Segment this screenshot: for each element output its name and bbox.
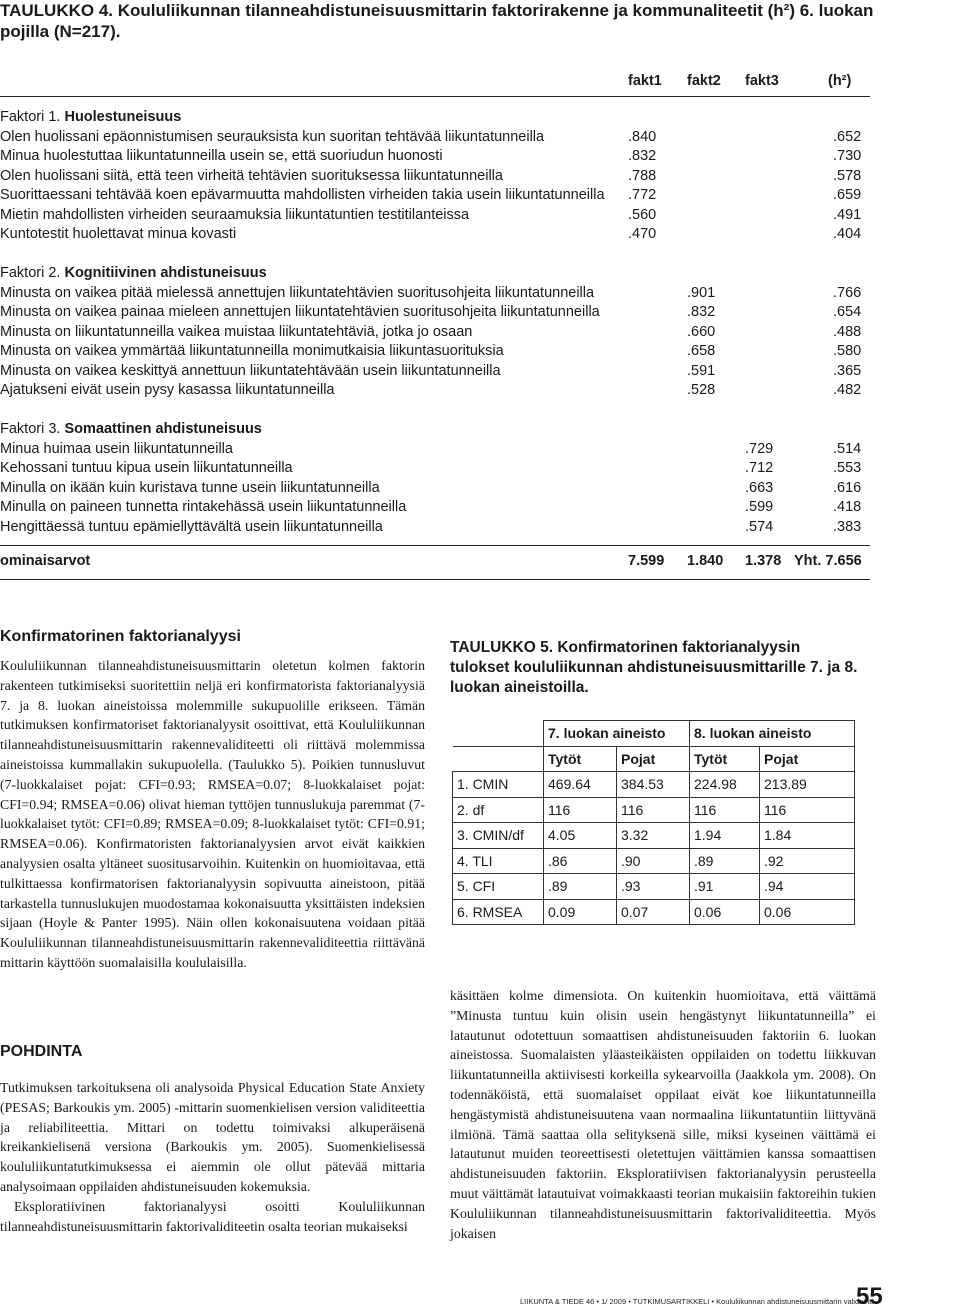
table5-cell: 0.06 — [690, 899, 760, 925]
table5-cell: 116 — [617, 797, 690, 823]
table4-eigen-rule — [0, 545, 870, 546]
table5-row-label: 3. CMIN/df — [453, 823, 544, 849]
table5-group-7: 7. luokan aineisto — [544, 721, 690, 747]
table5-cell: .91 — [690, 874, 760, 900]
item-communality: .659 — [833, 187, 862, 203]
table5-cell: 469.64 — [544, 772, 617, 798]
item-text: Suorittaessani tehtävää koen epävarmuutta mahdollisten virheiden takia usein liikuntatunneilla — [0, 187, 605, 203]
header-fakt1: fakt1 — [628, 73, 662, 89]
item-text: Minulla on ikään kuin kuristava tunne usein liikuntatunneilla — [0, 479, 380, 496]
item-text: Minusta on liikuntatunneilla vaikea muistaa liikuntatehtäviä, jotka jo osaan — [0, 323, 473, 340]
table5-cell: 1.94 — [690, 823, 760, 849]
table5-cell: 224.98 — [690, 772, 760, 798]
table5-row — [453, 772, 855, 798]
eigen-f3: 1.378 — [745, 553, 782, 569]
table5-cell: 0.06 — [760, 899, 855, 925]
table5-cell: .90 — [617, 848, 690, 874]
item-communality: .383 — [833, 518, 862, 535]
item-loading: .660 — [687, 323, 716, 340]
item-communality: .766 — [833, 284, 862, 301]
table4-row — [0, 303, 960, 322]
table5-corner — [453, 721, 544, 747]
table4-row — [0, 342, 960, 361]
item-text: Olen huolissani siitä, että teen virheitä tehtävien suorituksessa liikuntatunneilla — [0, 167, 503, 184]
table5-sub-pojat-7: Pojat — [617, 746, 690, 772]
table4-row — [0, 323, 960, 342]
table4-row — [0, 381, 960, 400]
factor-prefix: Faktori 3. — [0, 421, 61, 437]
table5-row — [453, 899, 855, 925]
page-footer: LIIKUNTA & TIEDE 46 • 1/ 2009 • TUTKIMUSARTIKKELI • Koululiikunnan ahdistuneisuusmittarin validointi — [520, 1297, 873, 1306]
item-loading: .574 — [745, 518, 774, 535]
table5-cell: .93 — [617, 874, 690, 900]
factor-prefix: Faktori 2. — [0, 265, 61, 281]
item-text: Hengittäessä tuntuu epämiellyttävältä usein liikuntatunneilla — [0, 518, 383, 535]
item-loading: .658 — [687, 343, 716, 359]
item-loading: .470 — [628, 226, 657, 242]
item-loading: .599 — [745, 499, 774, 515]
table5-cell: 116 — [760, 797, 855, 823]
table4-row — [0, 225, 960, 244]
table4-header-rule — [0, 96, 870, 97]
table5-group-header-row — [453, 721, 855, 747]
cfa-paragraph: Koululiikunnan tilanneahdistuneisuusmittarin oletetun kolmen faktorin rakenteen tutkimiseksi suoritettiin neljä eri konfirmatorista faktorianalyysiä 7. ja 8. luokan aineistoissa molemmille sukupuolille erikseen. Tämän tutkimuksen konfirmatoriset faktorianalyysit osoittivat, että Koululiikunnan tilanneahdistuneisuusmittarin rakennevaliditeetti oli riittävä molemmissa aineistoissa kummallakin sukupuolella. (Taulukko 5). Poikien tunnusluvut (7-luokkalaiset pojat: CFI=0.93; RMSEA=0.07; 8-luokkalaiset pojat: CFI=0.94; RMSEA=0.06) olivat hieman tyttöjen tunnuslukuja paremmat (7-luokkalaiset tytöt: CFI=0.89; RMSEA=0.09; 8-luokkalaiset tytöt: CFI=0.91; RMSEA=0.06). Konfirmatoristen faktorianalyysien arvot eivät kaikkien analyysien osalta yltäneet suositusarvoihin. Kuitenkin on huomioitavaa, että tulkittaessa konfirmatorisen faktorianalyysin sopivuutta aineistoon, pitää tarkastella tunnuslukujen muodostamaa kokonaisuutta yksittäisten indeksien sijaan (Hoyle & Panter 1995). Näin ollen kokonaisuutena voidaan pitää Koululiikunnan tilanneahdistuneisuusmittarin rakennevaliditeettia riittävänä mittarin käyttöön suomalaisilla koululaisilla. — [0, 658, 425, 970]
item-text: Kuntotestit huolettavat minua kovasti — [0, 226, 237, 242]
item-communality: .418 — [833, 499, 862, 515]
item-text: Minulla on paineen tunnetta rintakehässä usein liikuntatunneilla — [0, 499, 407, 515]
item-text: Minusta on vaikea pitää mielessä annettujen liikuntatehtävien suoritusohjeita liikuntatunneilla — [0, 284, 595, 301]
table5-sub-tytot-7: Tytöt — [544, 746, 617, 772]
item-text: Minusta on vaikea ymmärtää liikuntatunneilla monimutkaisia liikuntasuorituksia — [0, 343, 504, 359]
table5-cell: .89 — [690, 848, 760, 874]
table4-row — [0, 362, 960, 381]
table4-bottom-rule — [0, 579, 870, 580]
header-fakt3: fakt3 — [745, 73, 779, 89]
item-loading: .560 — [628, 206, 657, 223]
table5-cell: 384.53 — [617, 772, 690, 798]
table4-row — [0, 518, 960, 537]
factor-3-heading — [0, 420, 262, 439]
table5-cell: 0.07 — [617, 899, 690, 925]
table5-sub-tytot-8: Tytöt — [690, 746, 760, 772]
item-communality: .404 — [833, 226, 862, 242]
table5 — [452, 720, 855, 925]
item-loading: .840 — [628, 128, 657, 145]
pohdinta-paragraph-1: Tutkimuksen tarkoituksena oli analysoida Physical Education State Anxiety (PESAS; Barkoukis ym. 2005) -mittarin suomenkielisen version validiteettia ja reliabiliteettia. Mittari on todettu toimivaksi alkuperäisenä kreikankielisenä versiona (Barkoukis ym. 2005). Suomenkielisessä koululiikuntatutkimuksessa ei aiemmin ole ollut pätevää mittaria analysoimaan oppilaiden ahdistuneisuuden kokemuksia. — [0, 1080, 425, 1194]
table5-cell: 0.09 — [544, 899, 617, 925]
factor-2-heading — [0, 264, 267, 283]
item-text: Minua huimaa usein liikuntatunneilla — [0, 440, 233, 457]
header-fakt2: fakt2 — [687, 73, 721, 89]
table4-row — [0, 498, 960, 517]
item-communality: .365 — [833, 362, 862, 379]
item-text: Olen huolissani epäonnistumisen seurauksista kun suoritan tehtävää liikuntatunneilla — [0, 128, 545, 145]
table5-row — [453, 823, 855, 849]
table5-title: TAULUKKO 5. Konfirmatorinen faktorianalyysin tulokset koululiikunnan ahdistuneisuusmittarille 7. ja 8. luokan aineistoilla. — [450, 639, 858, 696]
table4-row — [0, 147, 960, 166]
item-text: Minusta on vaikea keskittyä annettuun liikuntatehtävään usein liikuntatunneilla — [0, 362, 501, 379]
table5-row — [453, 797, 855, 823]
table5-row — [453, 874, 855, 900]
table5-cell: 116 — [544, 797, 617, 823]
table5-row — [453, 848, 855, 874]
item-loading: .528 — [687, 382, 716, 398]
table5-cell: .94 — [760, 874, 855, 900]
table5-group-8: 8. luokan aineisto — [690, 721, 855, 747]
table5-cell: 116 — [690, 797, 760, 823]
table5-cell: 1.84 — [760, 823, 855, 849]
table5-body — [453, 772, 855, 925]
item-communality: .616 — [833, 479, 862, 496]
item-communality: .654 — [833, 304, 862, 320]
table5-sub-pojat-8: Pojat — [760, 746, 855, 772]
table4-row — [0, 440, 960, 459]
table4-row — [0, 128, 960, 147]
item-text: Mietin mahdollisten virheiden seuraamuksia liikuntatuntien testitilanteissa — [0, 206, 470, 223]
item-text: Minua huolestuttaa liikuntatunneilla usein se, että suoriudun huonosti — [0, 148, 443, 164]
eigenvalue-row — [0, 552, 960, 571]
item-loading: .832 — [687, 304, 716, 320]
eigen-f1: 7.599 — [628, 553, 665, 569]
eigen-f2: 1.840 — [687, 553, 724, 569]
table5-cell: 213.89 — [760, 772, 855, 798]
table4-row — [0, 459, 960, 478]
table5-corner-2 — [453, 746, 544, 772]
item-communality: .730 — [833, 148, 862, 164]
table5-cell: .86 — [544, 848, 617, 874]
item-communality: .482 — [833, 382, 862, 398]
page-number: 55 — [856, 1283, 883, 1310]
pohdinta-paragraph-2: Eksploratiivinen faktorianalyysi osoitti Koululiikunnan tilanneahdistuneisuusmittarin faktorivaliditeetin osalta teorian mukaiseksi — [0, 1199, 425, 1234]
header-h2: (h²) — [828, 73, 852, 89]
table4-row — [0, 167, 960, 186]
table5-row-label: 2. df — [453, 797, 544, 823]
item-communality: .553 — [833, 460, 862, 476]
table4-row — [0, 284, 960, 303]
table5-row-label: 1. CMIN — [453, 772, 544, 798]
factor-1-heading — [0, 108, 181, 127]
table5-cell: 4.05 — [544, 823, 617, 849]
table5-cell: 3.32 — [617, 823, 690, 849]
table4-title: TAULUKKO 4. Koululiikunnan tilanneahdistuneisuusmittarin faktorirakenne ja kommunaliteetit (h²) 6. luokan pojilla (N=217). — [0, 1, 874, 41]
item-loading: .901 — [687, 284, 716, 301]
item-text: Ajatukseni eivät usein pysy kasassa liikuntatunneilla — [0, 382, 335, 398]
item-communality: .580 — [833, 343, 862, 359]
item-loading: .772 — [628, 187, 657, 203]
item-communality: .491 — [833, 206, 862, 223]
item-loading: .712 — [745, 460, 774, 476]
table5-row-label: 5. CFI — [453, 874, 544, 900]
item-text: Minusta on vaikea painaa mieleen annettujen liikuntatehtävien suoritusohjeita liikuntatunneilla — [0, 304, 600, 320]
table4-row — [0, 186, 960, 205]
table5-sub-header-row — [453, 746, 855, 772]
right-column-paragraph: käsittäen kolme dimensiota. On kuitenkin huomioitava, että väittämä ”Minusta tuntuu kuin olisin usein hengästynyt liikuntatunneilla” ei latautunut odotettuun somaattisen ahdistuneisuuden faktoriin 6. luokan aineistossa. Suomalaisten yläasteikäisten oppilaiden on todettu liikkuvan liikuntatunneilla aktiivisesti korkeilla sykearvoilla (Jaakkola ym. 2008). On todennäköistä, että suomalaiset oppilaat eivät koe liikuntatunneilla hengästymistä ahdistuneisuutena vaan normaalina liikuntatuntiin liittyvänä ilmiönä. Tämä saattaa olla selityksenä sille, miksi kyseinen väittämä ei latautunut muiden teoreettisesti oletettujen väittämien kanssa somaattisen ahdistuneisuuden faktoriin. Eksploratiivisen faktorianalyysin perusteella muut väittämät latautuivat voimakkaasti teorian mukaisiin faktoreihin tukien Koululiikunnan tilanneahdistuneisuusmittarin faktorivaliditeettia. Myös jokaisen — [450, 988, 876, 1241]
item-communality: .578 — [833, 167, 862, 184]
item-communality: .514 — [833, 440, 862, 457]
eigen-total: Yht. 7.656 — [794, 553, 862, 569]
factor-prefix: Faktori 1. — [0, 109, 61, 125]
table5-row-label: 6. RMSEA — [453, 899, 544, 925]
eigen-label: ominaisarvot — [0, 553, 91, 569]
table5-cell: .89 — [544, 874, 617, 900]
factor-label: Huolestuneisuus — [64, 109, 182, 125]
item-loading: .832 — [628, 148, 657, 164]
table5-row-label: 4. TLI — [453, 848, 544, 874]
factor-label: Kognitiivinen ahdistuneisuus — [64, 265, 267, 281]
item-loading: .663 — [745, 479, 774, 496]
item-loading: .591 — [687, 362, 716, 379]
table5-cell: .92 — [760, 848, 855, 874]
table4-row — [0, 206, 960, 225]
item-loading: .788 — [628, 167, 657, 184]
item-communality: .488 — [833, 323, 862, 340]
factor-label: Somaattinen ahdistuneisuus — [64, 421, 262, 437]
item-communality: .652 — [833, 128, 862, 145]
pohdinta-heading: POHDINTA — [0, 1043, 83, 1060]
table4-row — [0, 479, 960, 498]
cfa-heading: Konfirmatorinen faktorianalyysi — [0, 628, 241, 645]
item-text: Kehossani tuntuu kipua usein liikuntatunneilla — [0, 460, 293, 476]
item-loading: .729 — [745, 440, 774, 457]
